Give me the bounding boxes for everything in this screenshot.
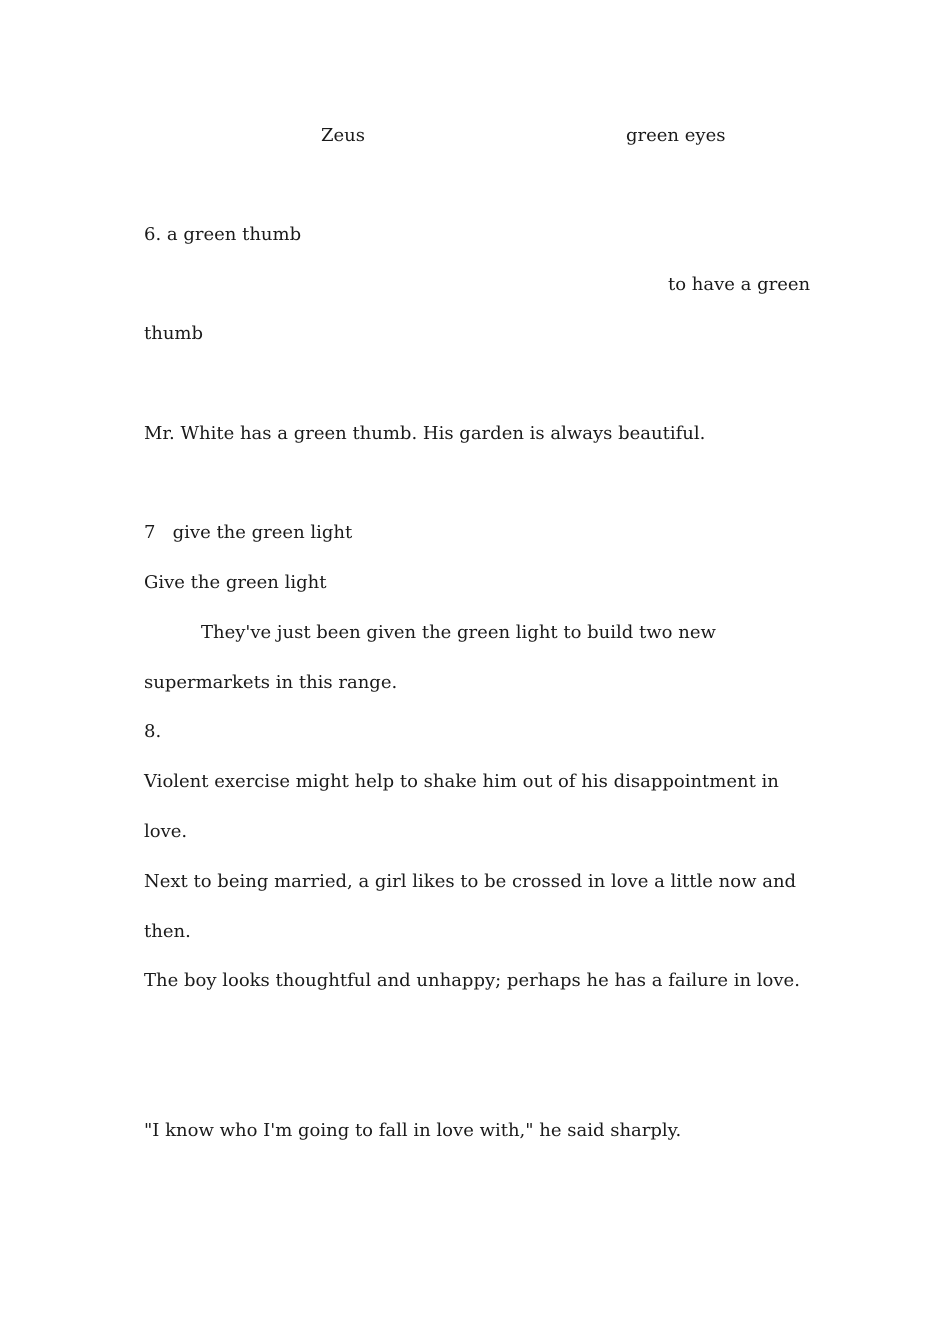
example-boy-looks-thoughtful: The boy looks thoughtful and unhappy; perhaps he has a failure in love. <box>144 970 800 991</box>
example-i-know-who: "I know who I'm going to fall in love with," he said sharply. <box>144 1120 682 1141</box>
example-theyve-been-given: They've just been given the green light to build two new <box>201 622 716 643</box>
example-supermarkets: supermarkets in this range. <box>144 672 398 693</box>
text-give-the-green-light: Give the green light <box>144 572 327 593</box>
example-violent-exercise: Violent exercise might help to shake him out of his disappointment in <box>144 771 779 792</box>
example-mr-white: Mr. White has a green thumb. His garden is always beautiful. <box>144 423 706 444</box>
text-to-have-a-green: to have a green <box>668 274 811 295</box>
item-7-heading: 7 give the green light <box>144 522 353 543</box>
item-6-heading: 6. a green thumb <box>144 224 302 245</box>
example-love-continued: love. <box>144 821 188 842</box>
text-thumb: thumb <box>144 323 204 344</box>
item-8-heading: 8. <box>144 721 162 742</box>
example-next-to-being-married: Next to being married, a girl likes to be crossed in love a little now and <box>144 871 797 892</box>
example-then-continued: then. <box>144 921 191 942</box>
text-green-eyes: green eyes <box>626 125 726 146</box>
text-zeus: Zeus <box>321 125 365 146</box>
